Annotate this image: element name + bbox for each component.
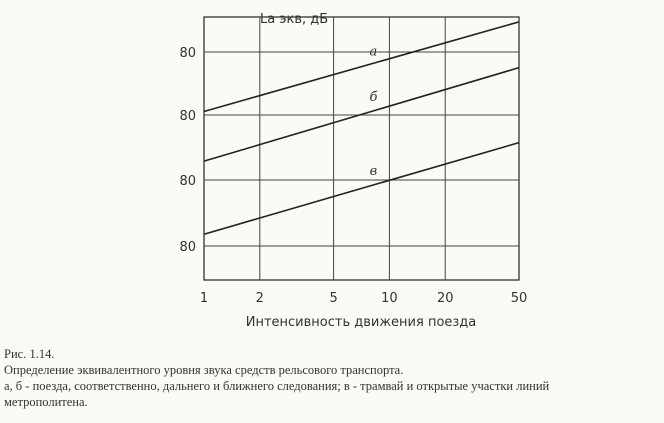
y-tick-label: 80 [179,109,196,124]
caption-line-2: метрополитена. [4,395,88,409]
series-label-2: б [369,89,378,105]
y-tick-label: 80 [179,240,196,255]
series-line-1 [204,22,519,112]
plot-frame [204,17,519,280]
y-tick-label: 80 [179,174,196,189]
tick-labels [179,46,527,306]
series-line-2 [204,68,519,162]
x-tick-label: 50 [510,291,528,306]
x-tick-label: 2 [255,291,264,306]
x-tick-label: 5 [329,291,338,306]
figure-number: Рис. 1.14. [4,347,55,361]
x-tick-label: 10 [381,291,398,306]
y-tick-label: 80 [179,46,196,61]
figure-caption [4,346,654,410]
grid [204,17,519,280]
series-label-1: а [369,44,378,60]
y-axis-label: Lа экв, дБ [260,12,329,27]
x-tick-label: 20 [436,291,454,306]
x-tick-label: 1 [199,291,209,306]
series-label-3: в [369,163,378,179]
series-lines [204,22,519,234]
caption-line-1: а, б - поезда, соответственно, дальнего и ближнего следования; в - трамвай и открытые участки линий [4,379,550,393]
x-axis-label: Интенсивность движения поезда [245,315,477,330]
series-line-3 [204,143,519,235]
figure-title: Определение эквивалентного уровня звука средств рельсового транспорта. [4,363,404,377]
